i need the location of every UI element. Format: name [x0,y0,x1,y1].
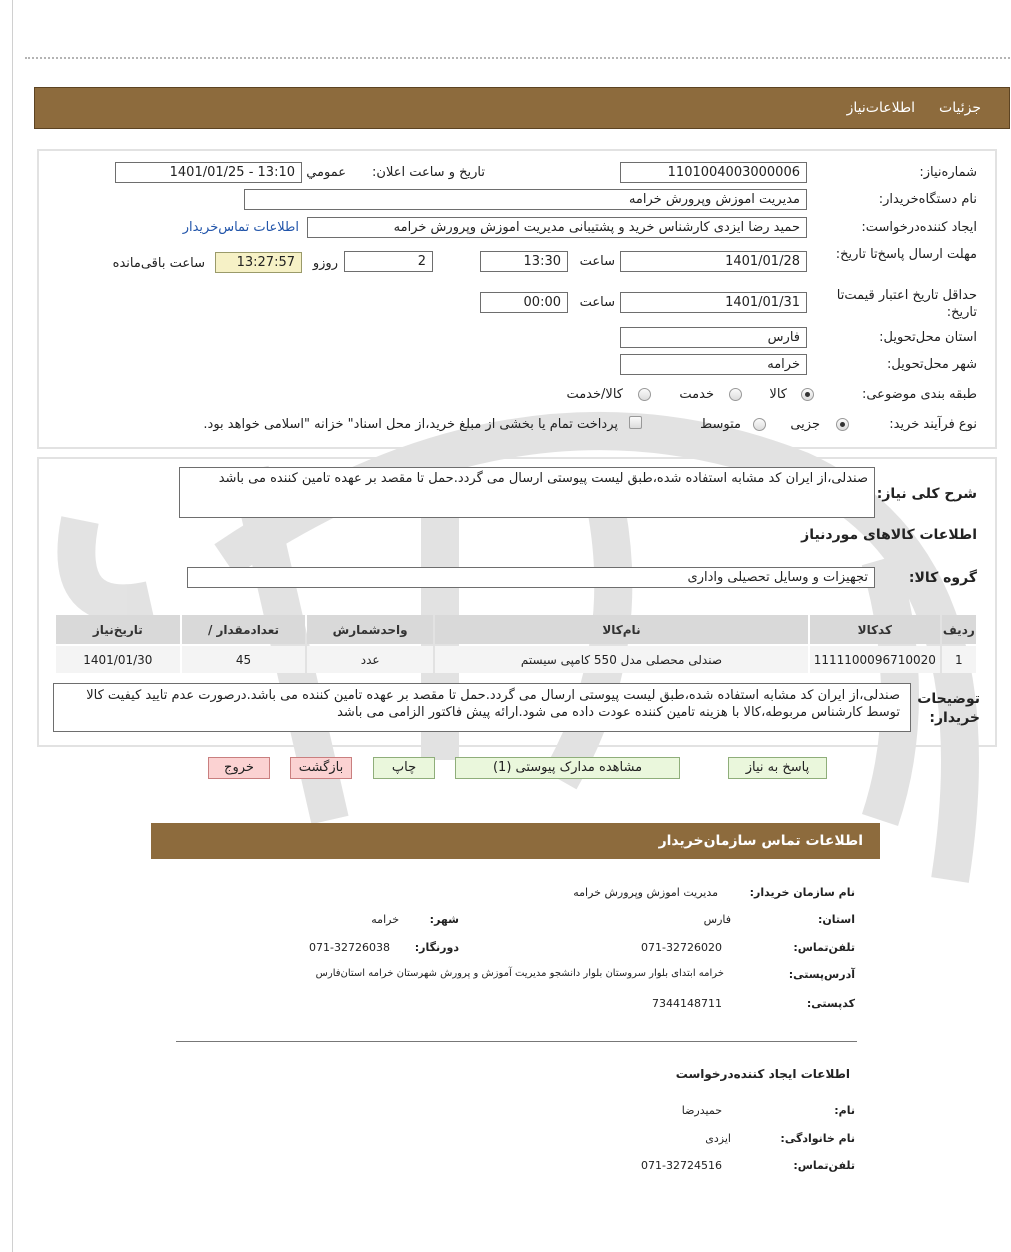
creator-family-value: ایزدی [705,1132,731,1145]
description-label: شرح کلی نیاز: [876,486,977,502]
creator-field: حمید رضا ایزدی کارشناس خرید و پشتیبانی مدیریت اموزش وپرورش خرامه [307,217,807,238]
col-date-header: تاریخ‌نیاز [56,615,180,644]
reply-to-need-button[interactable]: پاسخ به نیاز [728,757,827,779]
exit-button[interactable]: خروج [208,757,270,779]
back-button[interactable]: بازگشت [290,757,352,779]
table-row [56,646,976,673]
contact-phone-label: تلفن‌تماس: [793,941,855,954]
need-number-label: شماره‌نیاز: [919,165,977,180]
page-left-border [12,0,13,1252]
goods-table-header [56,615,976,644]
contact-province-value: فارس [703,913,731,926]
creator-info-title: اطلاعات ایجاد کننده‌درخواست [675,1067,850,1081]
col-qty-header: تعداد‌مقدار / [182,615,306,644]
announce-datetime-field: 1401/01/25 - 13:10 [115,162,302,183]
buyer-contact-link[interactable]: اطلاعات تماس‌خریدار [182,220,299,235]
announce-type: عمومي [306,165,346,180]
process-medium-label: متوسط [700,417,741,432]
remaining-time-label: ساعت باقی‌مانده [112,256,205,271]
price-valid-label: حداقل تاریخ اعتبار قیمت‌تا تاریخ: [836,288,977,320]
buyer-contact-header-bar [151,823,880,859]
contact-postcode-label: کدپستی: [806,997,855,1010]
process-minor-label: جزیی [790,417,820,432]
cell-code: 1111100096710020 [810,646,940,673]
tab-need-info[interactable]: اطلاعات‌نیاز [846,100,915,116]
view-attachments-button[interactable]: مشاهده مدارک پیوستی (1) [455,757,680,779]
category-goods-radio[interactable] [801,388,814,401]
contact-province-label: استان: [818,913,855,926]
contact-address-value: خرامه ابتدای بلوار سروستان بلوار دانشجو مدیریت آموزش و پرورش شهرستان خرامه استان‌فارس [315,968,724,979]
creator-label: ایجاد کننده‌درخواست: [861,220,977,235]
goods-table [54,613,978,675]
contact-fax-value: 071-32726038 [309,941,390,954]
contact-phone-value: 071-32726020 [641,941,722,954]
col-name-header: نام‌کالا [435,615,808,644]
description-field: صندلی،از ایران کد مشابه استفاده شده،طبق لیست پیوستی ارسال می گردد.حمل تا مقصد بر عهده تامین کننده می باشد [179,467,875,518]
process-minor-radio[interactable] [836,418,849,431]
reply-time-field: 13:30 [480,251,568,272]
creator-phone-label: تلفن‌تماس: [793,1159,855,1172]
contact-city-label: شهر: [429,913,459,926]
goods-info-title: اطلاعات کالاهای مورد‌نیاز [801,527,977,543]
col-unit-header: واحدشمارش [307,615,433,644]
category-goods-service-radio[interactable] [638,388,651,401]
treasury-payment-checkbox[interactable] [629,416,642,429]
category-label: طبقه بندی موضوعی: [861,387,977,402]
buyer-notes-field: صندلی،از ایران کد مشابه استفاده شده،طبق لیست پیوستی ارسال می گردد.حمل تا مقصد بر عهده تامین کننده می باشد.درصورت عدم تایید کیفیت کالا توسط کارشناس مربوطه،کالا با هزینه تامین کننده عودت داده می شود.ارائه پیش فاکتور الزامی می باشد [53,683,911,732]
price-valid-time-field: 00:00 [480,292,568,313]
cell-unit: عدد [307,646,433,673]
tab-details[interactable]: جزئیات [939,100,981,116]
remaining-time-field: 13:27:57 [215,252,302,273]
days-field: 2 [344,251,433,272]
announce-label: تاریخ و ساعت اعلان: [372,165,485,180]
buyer-org-field: مدیریت اموزش وپرورش خرامه [244,189,807,210]
cell-date: 1401/01/30 [56,646,180,673]
contact-postcode-value: 7344148711 [652,997,722,1010]
process-medium-radio[interactable] [753,418,766,431]
city-label: شهر محل‌تحویل: [887,357,977,372]
province-label: استان محل‌تحویل: [879,330,977,345]
city-field: خرامه [620,354,807,375]
contact-org-label: نام سازمان خریدار: [749,886,855,899]
category-goods-service-label: کالا/خدمت [566,387,623,402]
price-valid-time-label: ساعت [579,295,615,310]
category-service-radio[interactable] [729,388,742,401]
buyer-org-label: نام دستگاه‌خریدار: [878,192,977,207]
price-valid-date-field: 1401/01/31 [620,292,807,313]
top-dotted-divider [25,57,1010,59]
col-code-header: کدکالا [810,615,940,644]
contact-city-value: خرامه [371,913,399,926]
contact-fax-label: دورنگار: [414,941,459,954]
cell-name: صندلی محصلی مدل 550 کامپی سیستم [435,646,808,673]
category-goods-label: کالا [769,387,787,402]
category-service-label: خدمت [679,387,714,402]
creator-name-label: نام: [834,1104,855,1117]
print-button[interactable]: چاپ [373,757,435,779]
process-label: نوع فرآیند خرید: [889,417,977,432]
col-row-header: ردیف [942,615,976,644]
creator-family-label: نام خانوادگی: [780,1132,855,1145]
need-number-field: 1101004003000006 [620,162,807,183]
cell-qty: 45 [182,646,306,673]
reply-date-field: 1401/01/28 [620,251,807,272]
creator-phone-value: 071-32724516 [641,1159,722,1172]
reply-time-label: ساعت [579,254,615,269]
goods-group-label: گروه کالا: [908,570,977,586]
contact-org-value: مدیریت اموزش وپرورش خرامه [573,886,718,899]
goods-group-field: تجهیزات و وسایل تحصیلی واداری [187,567,875,588]
contact-divider [176,1041,857,1042]
contact-address-label: آدرس‌پستی: [788,968,855,981]
province-field: فارس [620,327,807,348]
reply-deadline-label: مهلت ارسال پاسخ‌تا تاریخ: [835,247,977,262]
treasury-payment-label: پرداخت تمام یا بخشی از مبلغ خرید،از محل اسناد" خزانه "اسلامی خواهد بود. [203,417,618,432]
days-label: روزو [312,256,338,271]
buyer-contact-title: اطلاعات تماس سازمان‌خریدار [658,833,863,849]
creator-name-value: حمیدرضا [681,1104,722,1117]
details-header-bar [34,87,1010,129]
buyer-notes-label: توضیحات خریدار: [917,691,980,726]
cell-row: 1 [942,646,976,673]
